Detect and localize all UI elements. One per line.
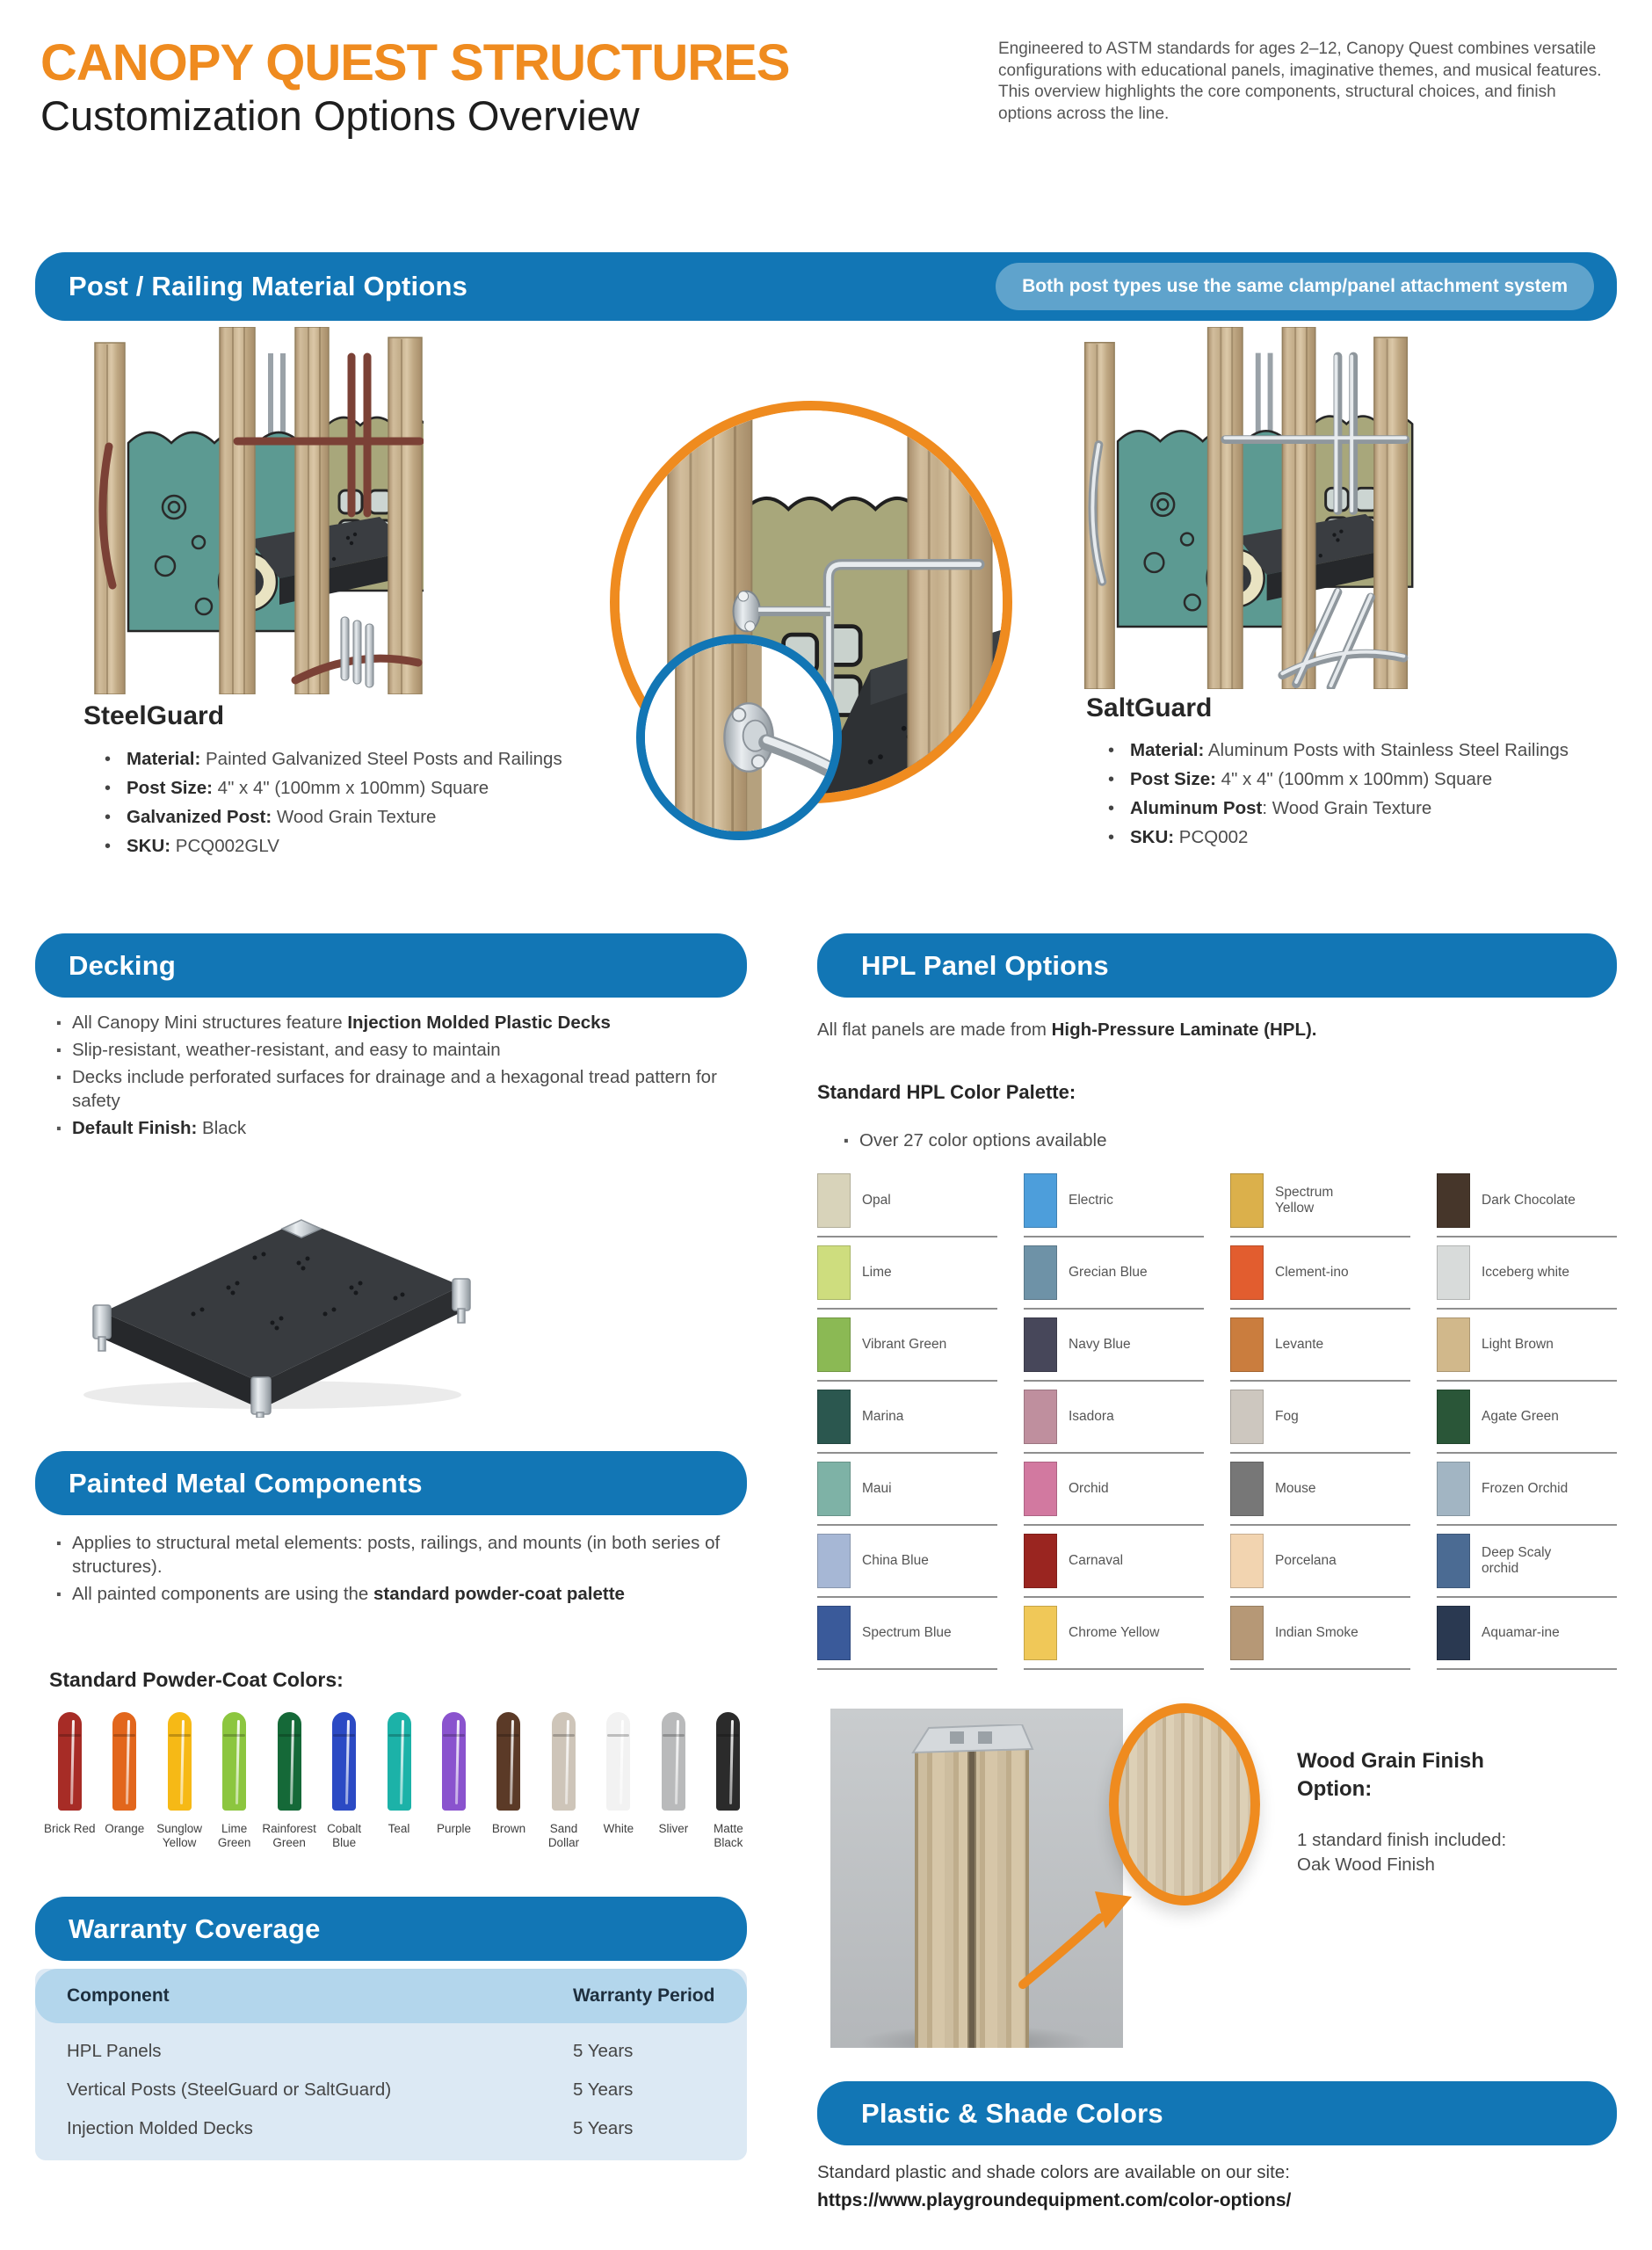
- hpl-swatch-color: [1230, 1534, 1264, 1588]
- post-groove: [967, 1749, 976, 2048]
- section-banner-post-railing: [35, 252, 1617, 321]
- bullet-text-bold: Injection Molded Plastic Decks: [347, 1012, 611, 1033]
- powder-coat-color: [701, 1712, 756, 1850]
- hpl-swatch-cell: [1024, 1382, 1204, 1454]
- bullet-item: [49, 1116, 743, 1140]
- hpl-intro-bold: High-Pressure Laminate (HPL).: [1051, 1020, 1317, 1040]
- hpl-swatch-label: Icceberg white: [1482, 1265, 1569, 1280]
- warranty-period-cell: 5 Years: [573, 2079, 634, 2100]
- warranty-period-cell: 5 Years: [573, 2041, 634, 2061]
- hpl-swatch-cell: [1437, 1526, 1617, 1598]
- powder-color-label: Lime Green: [217, 1822, 251, 1849]
- hpl-swatch-label: Light Brown: [1482, 1337, 1554, 1352]
- hpl-swatch-cell: [1024, 1598, 1204, 1670]
- bullet-item: [98, 747, 643, 771]
- bullet-marker: [55, 1582, 63, 1608]
- bullet-item: [1102, 796, 1647, 820]
- hpl-swatch-color: [817, 1606, 851, 1660]
- powder-coat-label: Standard Powder-Coat Colors:: [49, 1668, 344, 1691]
- hpl-swatch-label: Orchid: [1069, 1481, 1109, 1496]
- bullet-marker: [55, 1065, 63, 1092]
- powder-color-label: Brown: [491, 1822, 526, 1835]
- bullet-text: PCQ002: [1174, 827, 1249, 847]
- bullet-text: PCQ002GLV: [170, 836, 279, 856]
- powder-color-label: Teal: [388, 1822, 410, 1835]
- bullet-item: [1102, 825, 1647, 849]
- hpl-swatch-label: Opal: [862, 1193, 891, 1208]
- hpl-swatch-label: China Blue: [862, 1553, 929, 1568]
- hpl-swatch-cell: [1230, 1165, 1410, 1238]
- powder-coat-color: [372, 1712, 426, 1850]
- powder-coat-color: [316, 1712, 371, 1850]
- hpl-swatch-color: [1437, 1390, 1470, 1444]
- bullet-text: Slip-resistant, weather-resistant, and easy to maintain: [72, 1040, 501, 1060]
- hpl-swatch-cell: [817, 1310, 997, 1382]
- bullet-text: Black: [197, 1118, 247, 1138]
- powder-post-swatch: [496, 1712, 520, 1811]
- page-subtitle: Customization Options Overview: [40, 92, 640, 139]
- hpl-swatch-cell: [1437, 1382, 1617, 1454]
- hpl-swatch-label: Clement-ino: [1275, 1265, 1349, 1280]
- steelguard-spec-list: [98, 747, 643, 863]
- hpl-swatch-label: Deep Scaly orchid: [1482, 1545, 1552, 1576]
- bullet-item: [49, 1582, 743, 1606]
- powder-color-label: Sand Dollar: [547, 1822, 580, 1849]
- bullet-item: [98, 834, 643, 858]
- bullet-text-bold: Aluminum Post: [1130, 798, 1263, 818]
- bullet-marker: [1108, 738, 1114, 763]
- clamp-closeup-circle: [636, 635, 842, 840]
- bullet-text-bold: Galvanized Post:: [127, 807, 272, 827]
- hpl-swatch-color: [1230, 1462, 1264, 1516]
- bullet-text-bold: Material:: [127, 749, 201, 769]
- powder-color-label: Orange: [105, 1822, 145, 1835]
- gloss-highlight: [126, 1720, 130, 1804]
- gloss-highlight: [729, 1720, 734, 1804]
- powder-coat-color: [152, 1712, 206, 1850]
- saltguard-heading: SaltGuard: [1086, 693, 1213, 722]
- bullet-item: [1102, 738, 1647, 762]
- powder-post-swatch: [716, 1712, 740, 1811]
- powder-post-swatch: [552, 1712, 576, 1811]
- hpl-swatch-label: Vibrant Green: [862, 1337, 947, 1352]
- gloss-highlight: [675, 1720, 679, 1804]
- bullet-item: [837, 1129, 1364, 1152]
- powder-coat-color: [262, 1712, 316, 1850]
- gloss-highlight: [180, 1720, 185, 1804]
- bullet-text: 4" x 4" (100mm x 100mm) Square: [1215, 769, 1493, 789]
- powder-post-swatch: [662, 1712, 685, 1811]
- hpl-options-note: [837, 1129, 1364, 1156]
- powder-post-swatch: [332, 1712, 356, 1811]
- wood-grain-body: 1 standard finish included: Oak Wood Finish: [1297, 1830, 1507, 1875]
- bullet-text: Over 27 color options available: [859, 1130, 1107, 1150]
- color-options-url[interactable]: https://www.playgroundequipment.com/color-options/: [817, 2190, 1292, 2210]
- hpl-swatch-color: [1230, 1245, 1264, 1300]
- bullet-text-bold: SKU:: [1130, 827, 1175, 847]
- warranty-component-cell: Injection Molded Decks: [67, 2118, 253, 2138]
- hpl-swatch-label: Mouse: [1275, 1481, 1316, 1496]
- gloss-highlight: [510, 1720, 514, 1804]
- hpl-swatch-label: Aquamar-ine: [1482, 1625, 1560, 1640]
- hpl-swatch-cell: [1230, 1238, 1410, 1310]
- gloss-highlight: [70, 1720, 75, 1804]
- gloss-highlight: [455, 1720, 460, 1804]
- hpl-swatch-cell: [1230, 1310, 1410, 1382]
- bullet-text: All Canopy Mini structures feature: [72, 1012, 348, 1033]
- hpl-swatch-cell: [1024, 1526, 1204, 1598]
- section-banner-decking: [35, 933, 747, 998]
- bullet-marker: [105, 776, 111, 801]
- powder-coat-color: [42, 1712, 97, 1850]
- powder-coat-color: [646, 1712, 700, 1850]
- hpl-swatch-cell: [817, 1598, 997, 1670]
- powder-color-label: Rainforest Green: [262, 1822, 316, 1849]
- hpl-swatch-label: Dark Chocolate: [1482, 1193, 1576, 1208]
- powder-color-label: Cobalt Blue: [327, 1822, 362, 1849]
- hpl-intro-plain: All flat panels are made from: [817, 1020, 1052, 1040]
- hpl-swatch-label: Spectrum Yellow: [1275, 1185, 1334, 1216]
- hpl-swatch-cell: [1024, 1310, 1204, 1382]
- steelguard-product-image: [88, 327, 424, 694]
- gloss-highlight: [400, 1720, 404, 1804]
- wood-grain-zoom-circle: [1109, 1703, 1260, 1905]
- bullet-text: Aluminum Posts with Stainless Steel Railings: [1204, 740, 1569, 760]
- hpl-swatch-color: [817, 1390, 851, 1444]
- bullet-text: 4" x 4" (100mm x 100mm) Square: [212, 778, 489, 798]
- bullet-item: [49, 1065, 743, 1113]
- hpl-swatch-color: [1024, 1390, 1057, 1444]
- powder-color-label: White: [603, 1822, 634, 1835]
- hpl-swatch-label: Navy Blue: [1069, 1337, 1131, 1352]
- bullet-marker: [55, 1011, 63, 1037]
- hpl-swatch-cell: [817, 1382, 997, 1454]
- bullet-marker: [55, 1116, 63, 1143]
- section-banner-hpl: [817, 933, 1617, 998]
- hpl-swatch-cell: [1230, 1454, 1410, 1526]
- gloss-highlight: [345, 1720, 350, 1804]
- powder-post-swatch: [222, 1712, 246, 1811]
- hpl-swatch-color: [1437, 1245, 1470, 1300]
- plastic-shade-line: Standard plastic and shade colors are available on our site:: [817, 2162, 1290, 2182]
- section-title-hpl: HPL Panel Options: [861, 949, 1109, 981]
- bullet-item: [49, 1011, 743, 1034]
- warranty-table-body: [35, 2032, 747, 2148]
- powder-coat-color-row: [42, 1712, 756, 1850]
- bullet-text: Painted Galvanized Steel Posts and Railings: [200, 749, 562, 769]
- hpl-swatch-cell: [1437, 1454, 1617, 1526]
- bullet-item: [49, 1531, 743, 1579]
- hpl-swatch-cell: [1024, 1238, 1204, 1310]
- hpl-swatch-color: [1024, 1173, 1057, 1228]
- section-title-painted-metal: Painted Metal Components: [69, 1467, 423, 1499]
- warranty-period-cell: 5 Years: [573, 2118, 634, 2138]
- hpl-swatch-color: [1024, 1534, 1057, 1588]
- hpl-swatch-label: Spectrum Blue: [862, 1625, 952, 1640]
- bullet-marker: [1108, 767, 1114, 792]
- bullet-item: [49, 1038, 743, 1062]
- bullet-marker: [105, 805, 111, 830]
- bullet-text-bold: standard powder-coat palette: [373, 1584, 625, 1604]
- hpl-swatch-cell: [1230, 1598, 1410, 1670]
- hpl-swatch-color: [1437, 1606, 1470, 1660]
- decking-feature-list: [49, 1011, 743, 1143]
- hpl-swatch-color: [1230, 1390, 1264, 1444]
- section-banner-painted-metal: [35, 1451, 747, 1515]
- hpl-swatch-color: [817, 1534, 851, 1588]
- hpl-swatch-color: [817, 1245, 851, 1300]
- saltguard-spec-list: [1102, 738, 1647, 854]
- bullet-text: Decks include perforated surfaces for drainage and a hexagonal tread pattern for safety: [72, 1067, 717, 1111]
- section-banner-plastic-shade: [817, 2081, 1617, 2145]
- hpl-swatch-cell: [1437, 1165, 1617, 1238]
- hpl-swatch-color: [1437, 1462, 1470, 1516]
- powder-post-swatch: [278, 1712, 301, 1811]
- hpl-swatch-color: [1230, 1606, 1264, 1660]
- hpl-swatch-cell: [1437, 1598, 1617, 1670]
- hpl-swatch-cell: [1230, 1526, 1410, 1598]
- warranty-table-header: [35, 1969, 747, 2023]
- bullet-item: [98, 776, 643, 800]
- hpl-swatch-cell: [817, 1526, 997, 1598]
- hpl-swatch-label: Agate Green: [1482, 1409, 1559, 1424]
- hpl-swatch-label: Marina: [862, 1409, 904, 1424]
- hpl-swatch-label: Lime: [862, 1265, 892, 1280]
- powder-color-label: Sliver: [658, 1822, 689, 1835]
- hpl-swatch-color: [817, 1173, 851, 1228]
- warranty-table-row: [35, 2109, 747, 2148]
- bullet-text-bold: Default Finish:: [72, 1118, 198, 1138]
- bullet-marker: [55, 1038, 63, 1064]
- hpl-swatch-label: Frozen Orchid: [1482, 1481, 1569, 1496]
- deck-product-image: [53, 1182, 492, 1418]
- hpl-swatch-label: Isadora: [1069, 1409, 1114, 1424]
- powder-coat-color: [591, 1712, 646, 1850]
- hpl-palette-label: Standard HPL Color Palette:: [817, 1081, 1076, 1103]
- section-title-post-railing: Post / Railing Material Options: [69, 271, 468, 301]
- hpl-swatch-label: Chrome Yellow: [1069, 1625, 1160, 1640]
- warranty-component-cell: Vertical Posts (SteelGuard or SaltGuard): [67, 2079, 392, 2100]
- powder-color-label: Purple: [437, 1822, 472, 1835]
- bullet-marker: [1108, 796, 1114, 821]
- attachment-note-pill: Both post types use the same clamp/panel attachment system: [996, 263, 1594, 310]
- wood-grain-title: Wood Grain Finish Option:: [1297, 1749, 1484, 1801]
- post-top-cross-section: [909, 1724, 1034, 1756]
- warranty-header-component: Component: [67, 1985, 170, 2006]
- powder-color-label: Brick Red: [43, 1822, 96, 1835]
- powder-post-swatch: [112, 1712, 136, 1811]
- hpl-swatch-color: [817, 1317, 851, 1372]
- hpl-swatch-label: Electric: [1069, 1193, 1113, 1208]
- bullet-text-bold: Post Size:: [1130, 769, 1216, 789]
- hpl-intro-line: [817, 1020, 1617, 1041]
- gloss-highlight: [235, 1720, 240, 1804]
- powder-post-swatch: [168, 1712, 192, 1811]
- zoom-arrow-icon: [1012, 1877, 1144, 1992]
- section-title-decking: Decking: [69, 949, 176, 981]
- hpl-swatch-label: Grecian Blue: [1069, 1265, 1148, 1280]
- page-title: CANOPY QUEST STRUCTURES: [40, 34, 790, 91]
- hpl-swatch-color: [1230, 1317, 1264, 1372]
- hpl-swatch-cell: [817, 1238, 997, 1310]
- hpl-swatch-color: [1437, 1317, 1470, 1372]
- powder-post-swatch: [442, 1712, 466, 1811]
- powder-coat-color: [536, 1712, 591, 1850]
- powder-post-swatch: [606, 1712, 630, 1811]
- hpl-swatch-cell: [1024, 1454, 1204, 1526]
- powder-coat-color: [426, 1712, 481, 1850]
- powder-color-label: Sunglow Yellow: [156, 1822, 203, 1849]
- bullet-text: : Wood Grain Texture: [1262, 798, 1432, 818]
- hpl-swatch-color: [817, 1462, 851, 1516]
- warranty-table-row: [35, 2071, 747, 2109]
- hpl-swatch-color: [1024, 1462, 1057, 1516]
- hpl-swatch-cell: [817, 1454, 997, 1526]
- warranty-table: [35, 1969, 747, 2160]
- hpl-swatch-label: Fog: [1275, 1409, 1299, 1424]
- powder-color-label: Matte Black: [713, 1822, 743, 1849]
- hpl-swatch-cell: [1024, 1165, 1204, 1238]
- steelguard-heading: SteelGuard: [83, 701, 225, 730]
- bullet-text-bold: SKU:: [127, 836, 171, 856]
- hpl-palette-grid: [817, 1165, 1617, 1670]
- gloss-highlight: [290, 1720, 294, 1804]
- hpl-swatch-label: Indian Smoke: [1275, 1625, 1359, 1640]
- hpl-swatch-cell: [1437, 1238, 1617, 1310]
- hpl-swatch-color: [1024, 1317, 1057, 1372]
- warranty-header-period: Warranty Period: [573, 1985, 715, 2006]
- hpl-swatch-cell: [1230, 1382, 1410, 1454]
- powder-post-swatch: [58, 1712, 82, 1811]
- gloss-highlight: [620, 1720, 624, 1804]
- bullet-text: Wood Grain Texture: [272, 807, 437, 827]
- bullet-text: Applies to structural metal elements: posts, railings, and mounts (in both series of structures).: [72, 1533, 721, 1577]
- painted-metal-list: [49, 1531, 743, 1609]
- bullet-marker: [105, 747, 111, 772]
- bullet-marker: [55, 1531, 63, 1557]
- section-title-warranty: Warranty Coverage: [69, 1912, 321, 1944]
- hpl-swatch-color: [1024, 1606, 1057, 1660]
- hpl-swatch-cell: [817, 1165, 997, 1238]
- bullet-text: All painted components are using the: [72, 1584, 374, 1604]
- bullet-marker: [1108, 825, 1114, 850]
- bullet-marker: [105, 834, 111, 859]
- powder-coat-color: [97, 1712, 151, 1850]
- bullet-text-bold: Material:: [1130, 740, 1205, 760]
- powder-post-swatch: [388, 1712, 411, 1811]
- hpl-swatch-cell: [1437, 1310, 1617, 1382]
- saltguard-product-image: [1060, 327, 1427, 689]
- hpl-swatch-label: Carnaval: [1069, 1553, 1124, 1568]
- hpl-swatch-color: [1230, 1173, 1264, 1228]
- bullet-text-bold: Post Size:: [127, 778, 213, 798]
- hpl-swatch-label: Maui: [862, 1481, 892, 1496]
- bullet-marker: [843, 1129, 851, 1155]
- hpl-swatch-color: [1437, 1534, 1470, 1588]
- warranty-table-row: [35, 2032, 747, 2071]
- powder-coat-color: [482, 1712, 536, 1850]
- warranty-component-cell: HPL Panels: [67, 2041, 162, 2061]
- bullet-item: [98, 805, 643, 829]
- section-banner-warranty: [35, 1897, 747, 1961]
- hpl-swatch-label: Levante: [1275, 1337, 1324, 1352]
- gloss-highlight: [565, 1720, 569, 1804]
- bullet-item: [1102, 767, 1647, 791]
- intro-paragraph: Engineered to ASTM standards for ages 2–12, Canopy Quest combines versatile configurations with educational panels, imaginative themes, and musical features. This overview highlights the core components, structural choices, and finish options across the line.: [998, 40, 1602, 123]
- powder-coat-color: [206, 1712, 261, 1850]
- section-title-plastic-shade: Plastic & Shade Colors: [861, 2097, 1163, 2129]
- hpl-swatch-label: Porcelana: [1275, 1553, 1337, 1568]
- hpl-swatch-color: [1024, 1245, 1057, 1300]
- hpl-swatch-color: [1437, 1173, 1470, 1228]
